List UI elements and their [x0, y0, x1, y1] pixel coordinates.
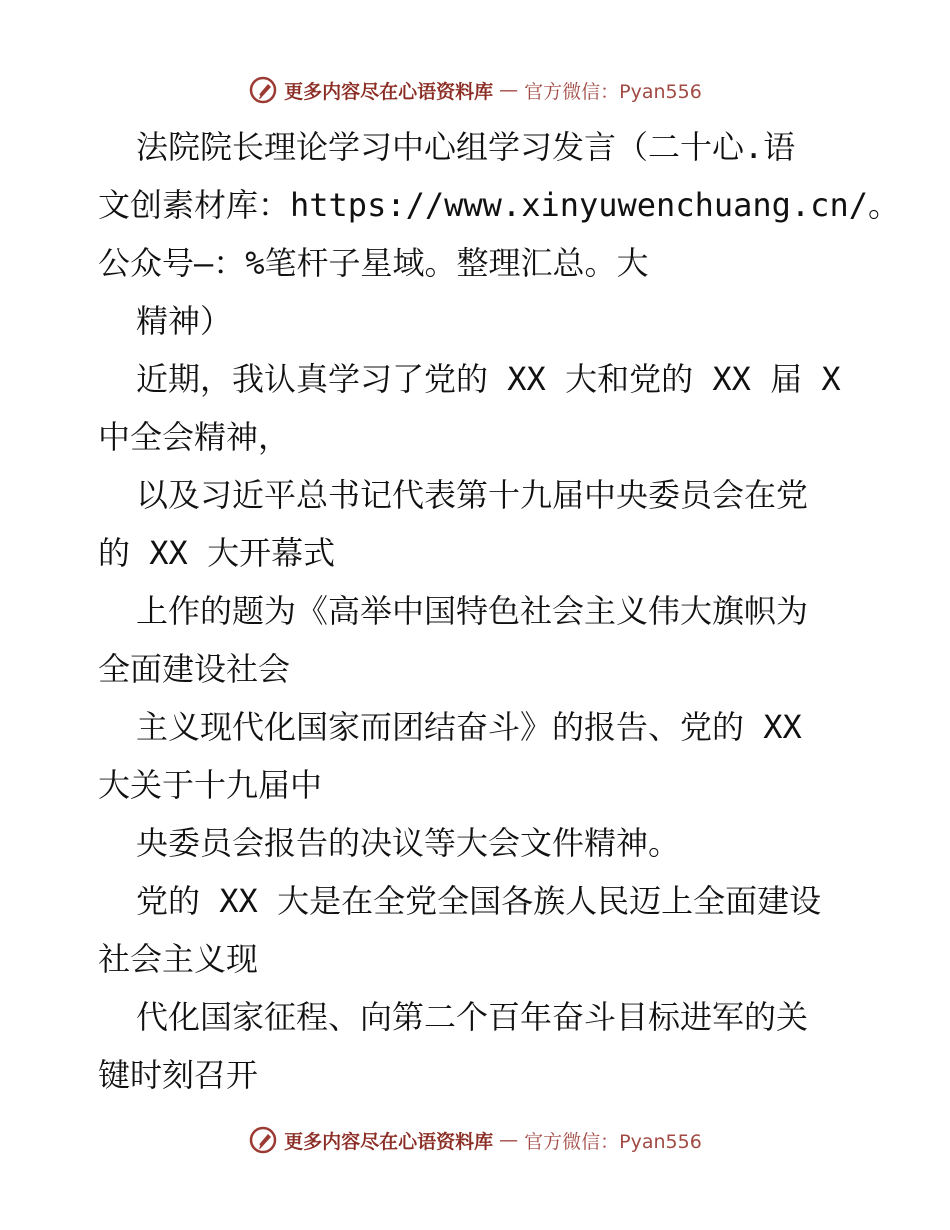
- text-line: 上作的题为《高举中国特色社会主义伟大旗帜为: [136, 592, 809, 630]
- text-line: 央委员会报告的决议等大会文件精神。: [136, 824, 681, 862]
- watermark-content: [248, 75, 702, 105]
- text-line: 文创素材库：https://www.xinyuwenchuang.cn/。: [98, 186, 900, 224]
- text-line: 全面建设社会: [98, 650, 291, 688]
- watermark-dash: —: [499, 79, 519, 101]
- text-line: 的 XX 大开幕式: [98, 534, 336, 572]
- text-line: 社会主义现: [98, 940, 259, 978]
- text-line: 中全会精神，: [98, 418, 291, 456]
- footer-watermark: [0, 1120, 950, 1160]
- watermark-contact: 官方微信：Pyan556: [524, 1130, 702, 1153]
- text-line: 近期，我认真学习了党的 XX 大和党的 XX 届 X: [136, 360, 841, 398]
- header-watermark: [0, 70, 950, 110]
- watermark-brand: 更多内容尽在心语资料库: [284, 80, 494, 103]
- text-line: 主义现代化国家而团结奋斗》的报告、党的 XX: [136, 708, 802, 746]
- text-line: 精神）: [136, 302, 233, 340]
- text-line: 键时刻召开: [98, 1056, 259, 1094]
- watermark-content: [248, 1125, 702, 1155]
- watermark-brand: 更多内容尽在心语资料库: [284, 1130, 494, 1153]
- text-line: 公众号—：%笔杆子星域。整理汇总。大: [98, 244, 649, 282]
- text-line: 法院院长理论学习中心组学习发言（二十心.语: [136, 128, 796, 166]
- text-line: 以及习近平总书记代表第十九届中央委员会在党: [136, 476, 809, 514]
- pen-logo-icon: [248, 75, 278, 105]
- text-line: 党的 XX 大是在全党全国各族人民迈上全面建设: [136, 882, 822, 920]
- text-line: 代化国家征程、向第二个百年奋斗目标进军的关: [136, 998, 809, 1036]
- watermark-dash: —: [499, 1129, 519, 1151]
- document-body: [98, 118, 900, 1104]
- watermark-contact: 官方微信：Pyan556: [524, 80, 702, 103]
- pen-logo-icon: [248, 1125, 278, 1155]
- text-line: 大关于十九届中: [98, 766, 323, 804]
